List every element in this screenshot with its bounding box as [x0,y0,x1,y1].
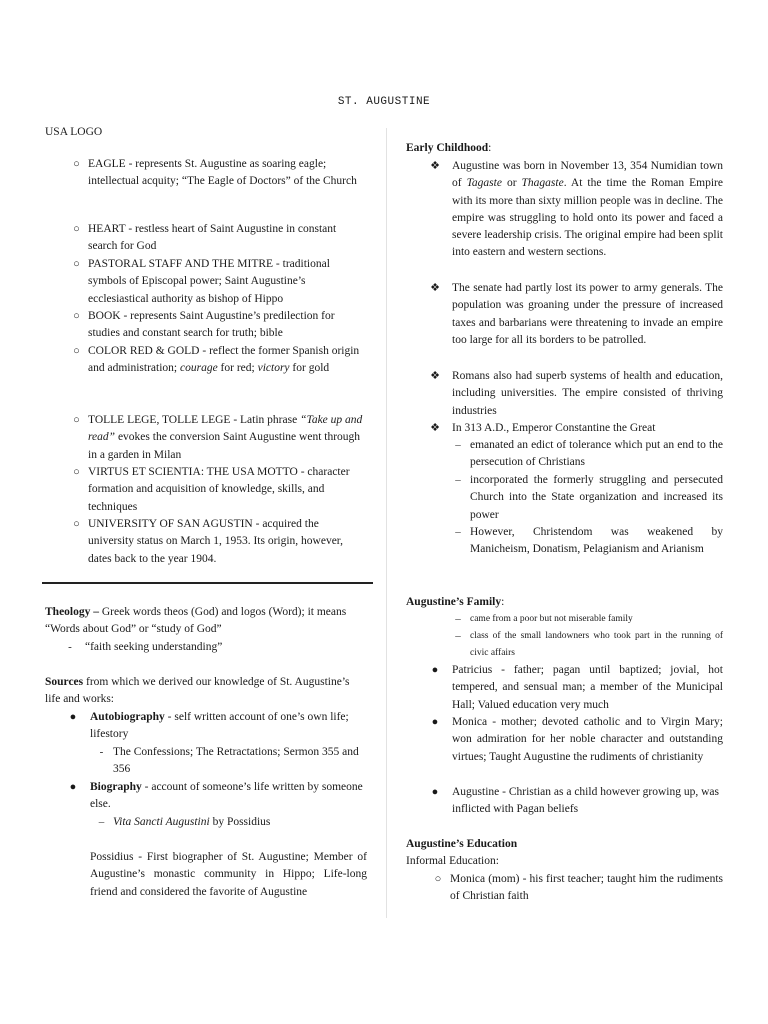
circle-bullet-icon: ○ [73,310,80,322]
constantine-subpoint-1: – emanated an edict of tolerance which put an end to the persecution of Christians [406,437,723,472]
education-heading: Augustine’s Education [406,838,518,850]
dash-bullet-icon: - [99,746,104,758]
family-subpoint-1: – came from a poor but not miserable family [406,611,723,628]
dash-bullet-icon: – [455,630,461,642]
circle-bullet-icon: ○ [73,518,80,530]
diamond-bullet-icon: ❖ [430,422,440,434]
logo-item-university: ○ UNIVERSITY OF SAN AGUSTIN - acquired the university status on March 1, 1953. Its origin, however, dates back to the year 1904. [45,516,367,568]
circle-bullet-icon: ○ [73,466,80,478]
diamond-bullet-icon: ❖ [430,370,440,382]
circle-bullet-icon: ○ [73,158,80,170]
autobiography-subpoint: - The Confessions; The Retractations; Sermon 355 and 356 [45,744,367,779]
childhood-point-3: ❖ Romans also had superb systems of health and education, including universities. The empire consisted of thriving industries [406,368,723,420]
biography-item: ● Biography - account of someone’s life written by someone else. [45,779,367,814]
family-heading: Augustine’s Family: [406,596,505,608]
logo-item-colors: ○ COLOR RED & GOLD - reflect the former Spanish origin and administration; courage for red; victory for gold [45,343,367,378]
dash-bullet-icon: – [455,474,461,486]
logo-item-heart: ○ HEART - restless heart of Saint Augustine in constant search for God [45,221,367,256]
biography-subpoint: – Vita Sancti Augustini by Possidius [45,814,367,831]
usa-logo-heading: USA LOGO [45,126,103,138]
column-divider [386,128,387,918]
circle-bullet-icon: ○ [434,873,442,885]
education-item-monica: ○ Monica (mom) - his first teacher; taught him the rudiments of Christian faith [406,871,723,906]
dot-bullet-icon: ● [431,786,439,798]
childhood-point-4: ❖ In 313 A.D., Emperor Constantine the Great [406,420,723,437]
page-title: ST. AUGUSTINE [337,96,431,108]
logo-item-eagle: ○ EAGLE - represents St. Augustine as soaring eagle; intellectual acquity; “The Eagle of Doctors” of the Church [45,156,367,191]
family-member-patricius: ● Patricius - father; pagan until baptized; jovial, hot tempered, and sensual man; a member of the Municipal Hall; Valued education very much [406,662,723,714]
circle-bullet-icon: ○ [73,223,80,235]
dot-bullet-icon: ● [431,716,439,728]
family-member-monica: ● Monica - mother; devoted catholic and to Virgin Mary; won admiration for her noble character and outstanding virtues; Taught Augustine the rudiments of christianity [406,714,723,766]
informal-education-label: Informal Education: [406,855,499,867]
early-childhood-heading: Early Childhood: [406,142,492,154]
constantine-subpoint-3: – However, Christendom was weakened by Manicheism, Donatism, Pelagianism and Arianism [406,524,723,559]
dash-bullet-icon: - [68,641,72,653]
dot-bullet-icon: ● [69,781,77,793]
circle-bullet-icon: ○ [73,345,80,357]
family-member-augustine: ● Augustine - Christian as a child however growing up, was inflicted with Pagan beliefs [406,784,723,819]
dot-bullet-icon: ● [69,711,77,723]
circle-bullet-icon: ○ [73,414,80,426]
theology-subpoint: - “faith seeking understanding” [45,639,367,656]
childhood-point-1: ❖ Augustine was born in November 13, 354 Numidian town of Tagaste or Thagaste. At the time the Roman Empire with its more than sixty million people was in decline. The empire was struggling to hold onto its power and faced a severe leadership crisis. The original empire had been split into eastern and western sections. [406,158,723,262]
possidius-paragraph: Possidius - First biographer of St. Augustine; Member of Augustine’s monastic community in Hippo; Life-long friend and considered the favorite of Augustine [90,851,367,898]
logo-item-motto: ○ VIRTUS ET SCIENTIA: THE USA MOTTO - character formation and acquisition of knowledge, skills, and techniques [45,464,367,516]
theology-definition: Theology – Greek words theos (God) and logos (Word); it means “Words about God” or “study of God” [45,606,347,636]
dash-bullet-icon: – [455,439,461,451]
constantine-subpoint-2: – incorporated the formerly struggling and persecuted Church into the State organization and increased its power [406,472,723,524]
sources-definition: Sources from which we derived our knowledge of St. Augustine’s life and works: [45,676,350,706]
dash-bullet-icon: – [98,816,105,828]
circle-bullet-icon: ○ [73,258,80,270]
logo-item-book: ○ BOOK - represents Saint Augustine’s predilection for studies and constant search for truth; bible [45,308,367,343]
diamond-bullet-icon: ❖ [430,282,440,294]
dash-bullet-icon: – [455,526,461,538]
section-divider [42,582,373,584]
family-subpoint-2: – class of the small landowners who took part in the running of civic affairs [406,628,723,663]
autobiography-item: ● Autobiography - self written account of one’s own life; lifestory [45,709,367,744]
logo-item-tolle-lege: ○ TOLLE LEGE, TOLLE LEGE - Latin phrase “Take up and read” evokes the conversion Saint Augustine went through in a garden in Milan [45,412,367,464]
dash-bullet-icon: – [455,613,461,625]
diamond-bullet-icon: ❖ [430,160,440,172]
childhood-point-2: ❖ The senate had partly lost its power to army generals. The population was groaning under the pressure of increased taxes and barbarians were threatening to invade an empire too large for all its borders to be patrolled. [406,280,723,349]
logo-item-staff-mitre: ○ PASTORAL STAFF AND THE MITRE - traditional symbols of Episcopal power; Saint Augustine’s ecclesiastical authority as bishop of Hippo [45,256,367,308]
dot-bullet-icon: ● [431,664,439,676]
